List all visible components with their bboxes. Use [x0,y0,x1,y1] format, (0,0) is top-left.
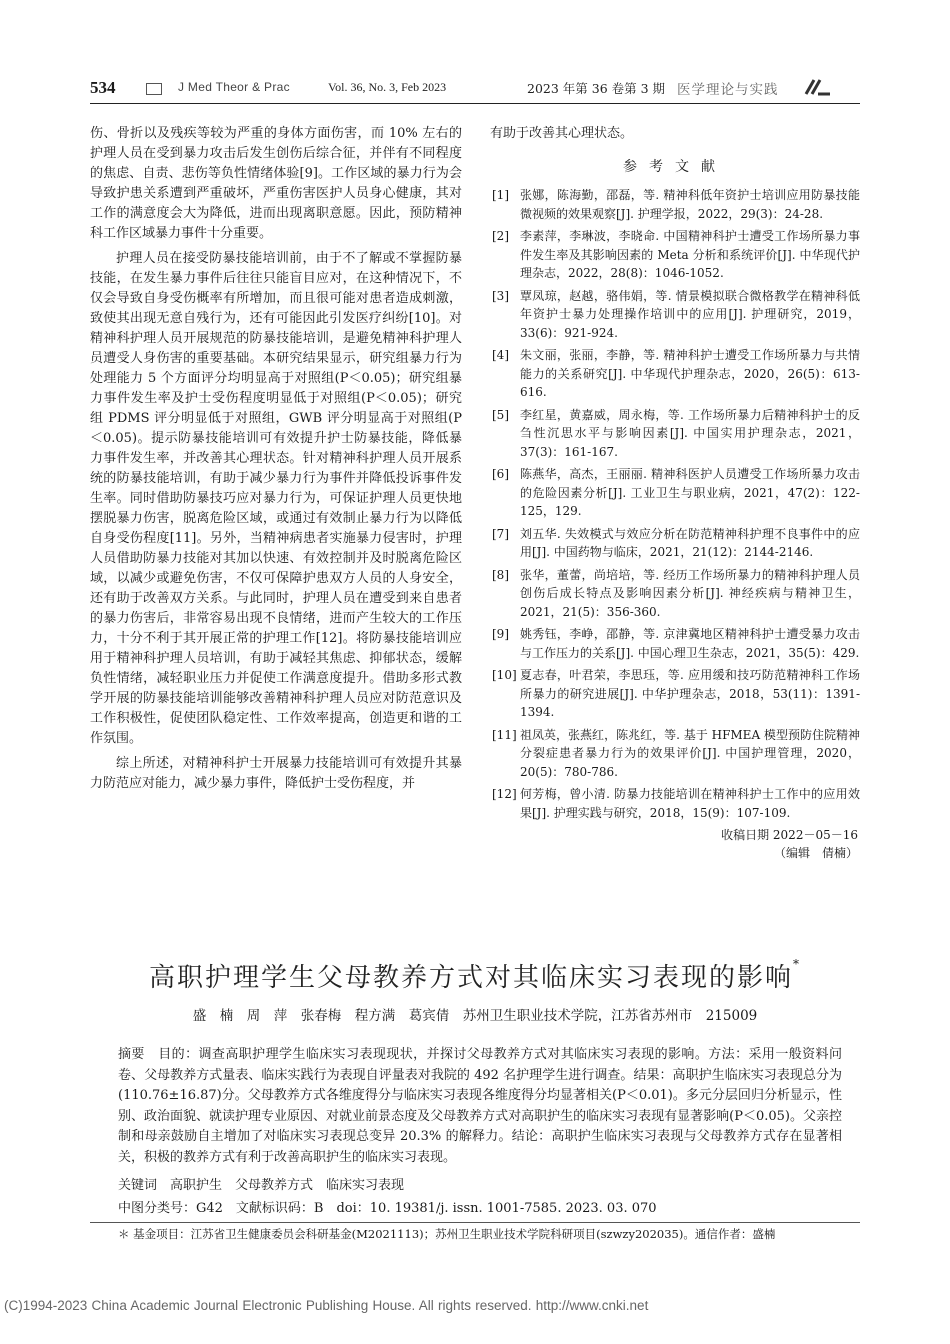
running-header [90,78,860,102]
reference-number: [12] [492,787,517,801]
keywords [118,1176,842,1196]
reference-item [490,465,860,521]
body-paragraph: 伤、骨折以及残疾等较为严重的身体方面伤害，而 10% 左右的护理人员在受到暴力攻击后发生创伤后综合征，并伴有不同程度的焦虑、自责、悲伤等负性情绪体验[9]。工作区域的暴力行为会导致护患关系遭到严重破坏，严重伤害医护人员身心健康，其对工作的满意度会大为降低，进而出现离职意愿。因此，预防精神科工作区域暴力事件十分重要。 [90,126,462,241]
page-number: 534 [90,78,116,97]
reference-number: [6] [492,467,509,481]
reference-item [490,666,860,722]
reference-number: [5] [492,407,509,422]
article-title [90,957,860,994]
body-paragraph: 综上所述，对精神科护士开展暴力技能培训可有效提升其暴力防范应对能力，减少暴力事件，降低护士受伤程度，并 [90,756,462,791]
references-heading: 参考文献 [623,159,727,175]
editor-note: （编辑 倩楠） [773,846,858,860]
reference-number: [8] [492,567,509,582]
reference-item [490,785,860,822]
header-box-icon [146,83,162,95]
article-title-text: 高职护理学生父母教养方式对其临床实习表现的影响 [148,963,793,993]
abstract-text: 目的：调查高职护理学生临床实习表现现状，并探讨父母教养方式对其临床实习表现的影响。方法：采用一般资料问卷、父母教养方式量表、临床实践行为表现自评量表对我院的 492 名护理学生进行调查。结果：高职护生临床实习表现总分为(110.76±16.87)分。父母教养方式各维度得分与临床实习表现各维度得分均显著相关(P＜0.01)。多元分层回归分析显示，性别、政治面貌、就读护理专业原因、对就业前景态度及父母教养方式对高职护生的临床实习表现有显著影响(P＜0.05)。父亲控制和母亲鼓励自主增加了对临床实习表现总变异 20.3% 的解释力。结论：高职护生临床实习表现与父母教养方式存在显著相关，积极的教养方式有利于改善高职护生的临床实习表现。 [118,1047,842,1165]
reference-text: 陈燕华，高杰，王丽丽. 精神科医护人员遭受工作场所暴力攻击的危险因素分析[J]. 工业卫生与职业病，2021，47(2)：122-125，129. [520,467,860,518]
reference-item [490,625,860,662]
reference-item [490,525,860,562]
body-paragraph-continuation: 有助于改善其心理状态。 [490,126,634,141]
reference-text: 祖凤英，张燕红，陈兆红，等. 基于 HFMEA 模型预防住院精神分裂症患者暴力行为的效果评价[J]. 中国护理管理，2020，20(5)：780-786. [520,727,860,779]
keywords-text: 高职护生 父母教养方式 临床实习表现 [170,1178,405,1193]
body-paragraph: 护理人员在接受防暴技能培训前，由于不了解或不掌握防暴技能，在发生暴力事件后往往只能盲目应对，在这种情况下，不仅会导致自身受伤概率有所增加，而且很可能对患者造成刺激，致使其出现无意自残行为，还有可能因此引发医疗纠纷[10]。对精神科护理人员开展规范的防暴技能培训，是避免精神科护理人员遭受人身伤害的重要基础。本研究结果显示，研究组暴力行为处理能力 5 个方面评分均明显高于对照组(P＜0.05)；研究组暴力事件发生率及护士受伤程度明显低于对照组(P＜0.05)；研究组 PDMS 评分明显低于对照组，GWB 评分明显高于对照组(P＜0.05)。提示防暴技能培训可有效提升护士防暴技能，降低暴力事件发生率，并改善其心理状态。针对精神科护理人员开展系统的防暴技能培训，有助于减少暴力行为事件并降低投诉事件发生率。同时借助防暴技巧应对暴力行为，可保证护理人员更快地摆脱暴力伤害，脱离危险区域，或通过有效制止暴力行为以降低自身受伤程度[11]。另外，当精神病患者实施暴力侵害时，护理人员借助防暴力技能对其加以快速、有效控制并及时脱离危险区域，以减少或避免伤害，不仅可保障护患双方人员的人身安全，还有助于改善双方关系。与此同时，护理人员在遭受到来自患者的暴力伤害后，非常容易出现不良情绪，进而产生较大的工作压力，十分不利于其开展正常的护理工作[12]。将防暴技能培训应用于精神科护理人员培训，有助于减轻其焦虑、抑郁状态，缓解负性情绪，减轻职业压力并促使工作满意度提升。借助多形式教学开展的防暴技能培训能够改善精神科护理人员应对防范意识及工作积极性，促使团队稳定性、工作效率提高，创造更和谐的工作氛围。 [90,251,462,746]
reference-text: 朱文丽，张丽，李静，等. 精神科护士遭受工作场所暴力与共情能力的关系研究[J]. 中华现代护理杂志，2020，26(5)：613-616. [520,348,860,399]
volume-en: Vol. 36, No. 3, Feb 2023 [328,80,447,94]
reference-item [490,186,860,223]
journal-logo-icon [804,78,832,100]
classification: 中图分类号：G42 文献标识码：B doi：10. 19381/j. issn. 1001-7585. 2023. 03. 070 [118,1201,657,1216]
article-authors: 盛 楠 周 萍 张春梅 程方满 葛宾倩 苏州卫生职业技术学院，江苏省苏州市 215009 [192,1008,758,1024]
reference-number: [1] [492,188,509,202]
reference-text: 张娜，陈海勤，邵磊，等. 精神科低年资护士培训应用防暴技能微视频的效果观察[J]. 护理学报，2022，29(3)：24-28. [520,188,860,221]
reference-text: 刘五华. 失效模式与效应分析在防范精神科护理不良事件中的应用[J]. 中国药物与临床，2021，21(12)：2144-2146. [520,526,860,559]
keywords-label: 关键词 [118,1178,158,1193]
reference-number: [4] [492,348,509,362]
journal-name-en: J Med Theor & Prac [178,80,290,94]
reference-item [490,726,860,782]
reference-number: [10] [492,668,517,682]
reference-text: 何芳梅，曾小清. 防暴力技能培训在精神科护士工作中的应用效果[J]. 护理实践与研究，2018，15(9)：107-109. [520,787,860,820]
reference-item [490,566,860,622]
reference-item [490,406,860,462]
reference-number: [3] [492,288,509,303]
reference-number: [9] [492,627,509,641]
reference-text: 覃凤琼，赵越，骆伟娟，等. 情景模拟联合微格教学在精神科低年资护士暴力处理操作培训中的应用[J]. 护理研究，2019，33(6)：921-924. [520,288,860,340]
reference-item [490,227,860,283]
right-column [490,124,860,862]
reference-list [490,186,860,822]
abstract [118,1045,842,1168]
reference-text: 李素萍，李琳波，李晓命. 中国精神科护士遭受工作场所暴力事件发生率及其影响因素的 Meta 分析和系统评价[J]. 中华现代护理杂志，2022，28(8)：1046-1052. [520,229,860,280]
reference-text: 夏志春，叶君荣，李思珏，等. 应用缓和技巧防范精神科工作场所暴力的研究进展[J]. 中华护理杂志，2018，53(11)：1391-1394. [520,668,860,719]
copyright-footer: (C)1994-2023 China Academic Journal Electronic Publishing House. All rights reserved. http://www.cnki.net [4,1298,649,1313]
reference-number: [7] [492,526,509,541]
reference-text: 李红星，黄嘉威，周永梅，等. 工作场所暴力后精神科护士的反刍性沉思水平与影响因素[J]. 中国实用护理杂志，2021，37(3)：161-167. [520,407,860,459]
footnote-rule [90,1222,860,1223]
funding-note: ＊ 基金项目：江苏省卫生健康委员会科研基金(M2021113)；苏州卫生职业技术学院科研项目(szwzy202035)。通信作者：盛楠 [118,1227,776,1241]
header-rule [90,103,860,104]
reference-number: [11] [492,727,517,742]
issue-cn: 2023 年第 36 卷第 3 期 [527,81,666,96]
title-footnote-mark: * [793,957,801,971]
abstract-label: 摘要 [118,1047,145,1062]
reference-number: [2] [492,229,509,243]
left-column [90,124,462,794]
reference-text: 张华，董蕾，尚培培，等. 经历工作场所暴力的精神科护理人员创伤后成长特点及影响因素分析[J]. 神经疾病与精神卫生，2021，21(5)：356-360. [520,567,860,619]
received-date: 收稿日期 2022－05－16 [721,828,858,842]
reference-text: 姚秀钰，李峥，邵静，等. 京津冀地区精神科护士遭受暴力攻击与工作压力的关系[J]. 中国心理卫生杂志，2021，35(5)：429. [520,627,860,660]
reference-item [490,346,860,402]
reference-item [490,287,860,343]
journal-name-cn: 医学理论与实践 [677,82,779,98]
